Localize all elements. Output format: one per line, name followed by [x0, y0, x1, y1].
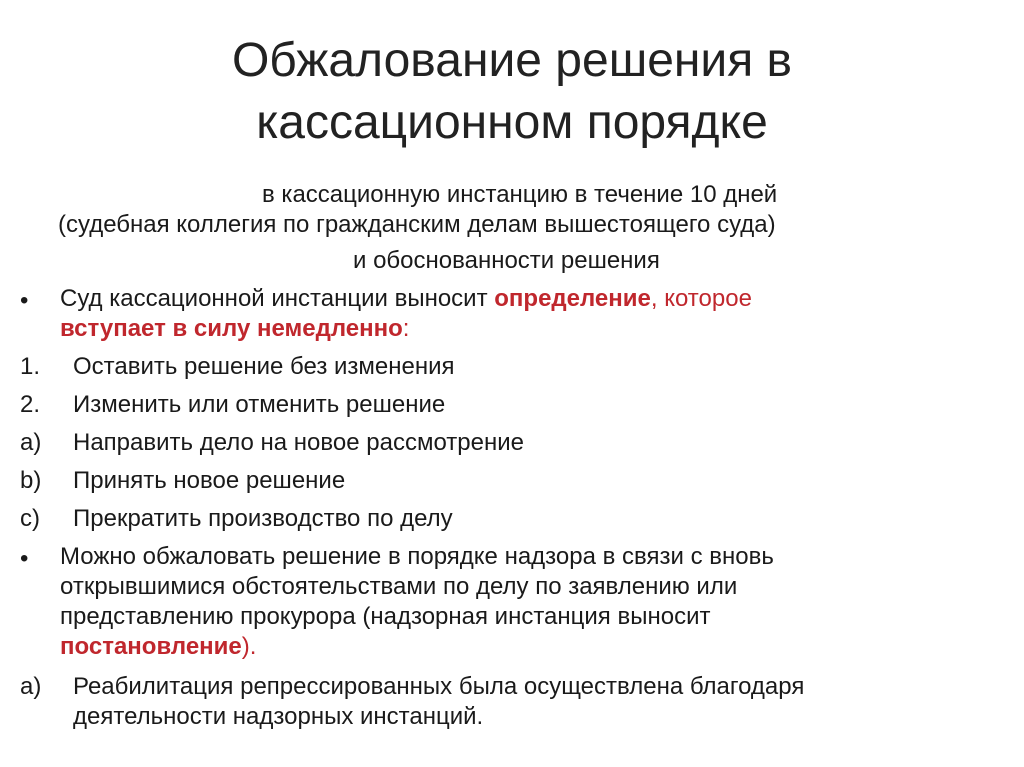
- list-item-marker: a): [20, 429, 42, 456]
- list-item-marker: 1.: [20, 353, 41, 380]
- bullet-1-highlight-determination: определение: [494, 285, 651, 312]
- bullet-2-marker: •: [20, 545, 29, 572]
- bullet-2-line-1: Можно обжаловать решение в порядке надзора в связи с вновь: [60, 543, 774, 570]
- bullet-2-line-3: представлению прокурора (надзорная инстанция выносит: [60, 603, 711, 630]
- list-item-marker: b): [20, 467, 42, 494]
- intro-line-2: (судебная коллегия по гражданским делам вышестоящего суда): [58, 211, 776, 238]
- list-item-text: Прекратить производство по делу: [73, 505, 453, 532]
- slide-title: [0, 30, 1024, 154]
- bullet-1-line-2: [60, 314, 409, 344]
- title-line-2: кассационном порядке: [256, 96, 768, 149]
- bullet-2-highlight-resolution: постановление: [60, 633, 242, 660]
- final-item-line-2: деятельности надзорных инстанций.: [73, 703, 484, 730]
- bullet-2-line-2: открывшимися обстоятельствами по делу по заявлению или: [60, 573, 738, 600]
- final-item-line-1: Реабилитация репрессированных была осуществлена благодаря: [73, 673, 805, 700]
- bullet-1-text-part-2: , которое: [650, 285, 752, 312]
- title-line-1: Обжалование решения в: [231, 34, 793, 87]
- bullet-1-text-part-3: :: [402, 315, 410, 342]
- intro-line-1: в кассационную инстанцию в течение 10 дней: [262, 181, 778, 208]
- list-item-marker: 2.: [20, 391, 41, 418]
- bullet-2-line-4: [60, 632, 256, 662]
- list-item-marker: c): [20, 505, 40, 532]
- bullet-1-line-1: [60, 284, 752, 314]
- list-item-text: Изменить или отменить решение: [73, 391, 446, 418]
- list-item-text: Принять новое решение: [73, 467, 346, 494]
- bullet-1-highlight-effect: вступает в силу немедленно: [60, 315, 403, 342]
- list-item-text: Оставить решение без изменения: [73, 353, 455, 380]
- bullet-1-text-part-1: Суд кассационной инстанции выносит: [60, 285, 495, 312]
- final-item-marker: a): [20, 673, 42, 700]
- list-item-text: Направить дело на новое рассмотрение: [73, 429, 524, 456]
- intro-line-3: и обоснованности решения: [353, 247, 660, 274]
- bullet-1-marker: •: [20, 287, 29, 314]
- bullet-2-tail: ).: [241, 633, 257, 660]
